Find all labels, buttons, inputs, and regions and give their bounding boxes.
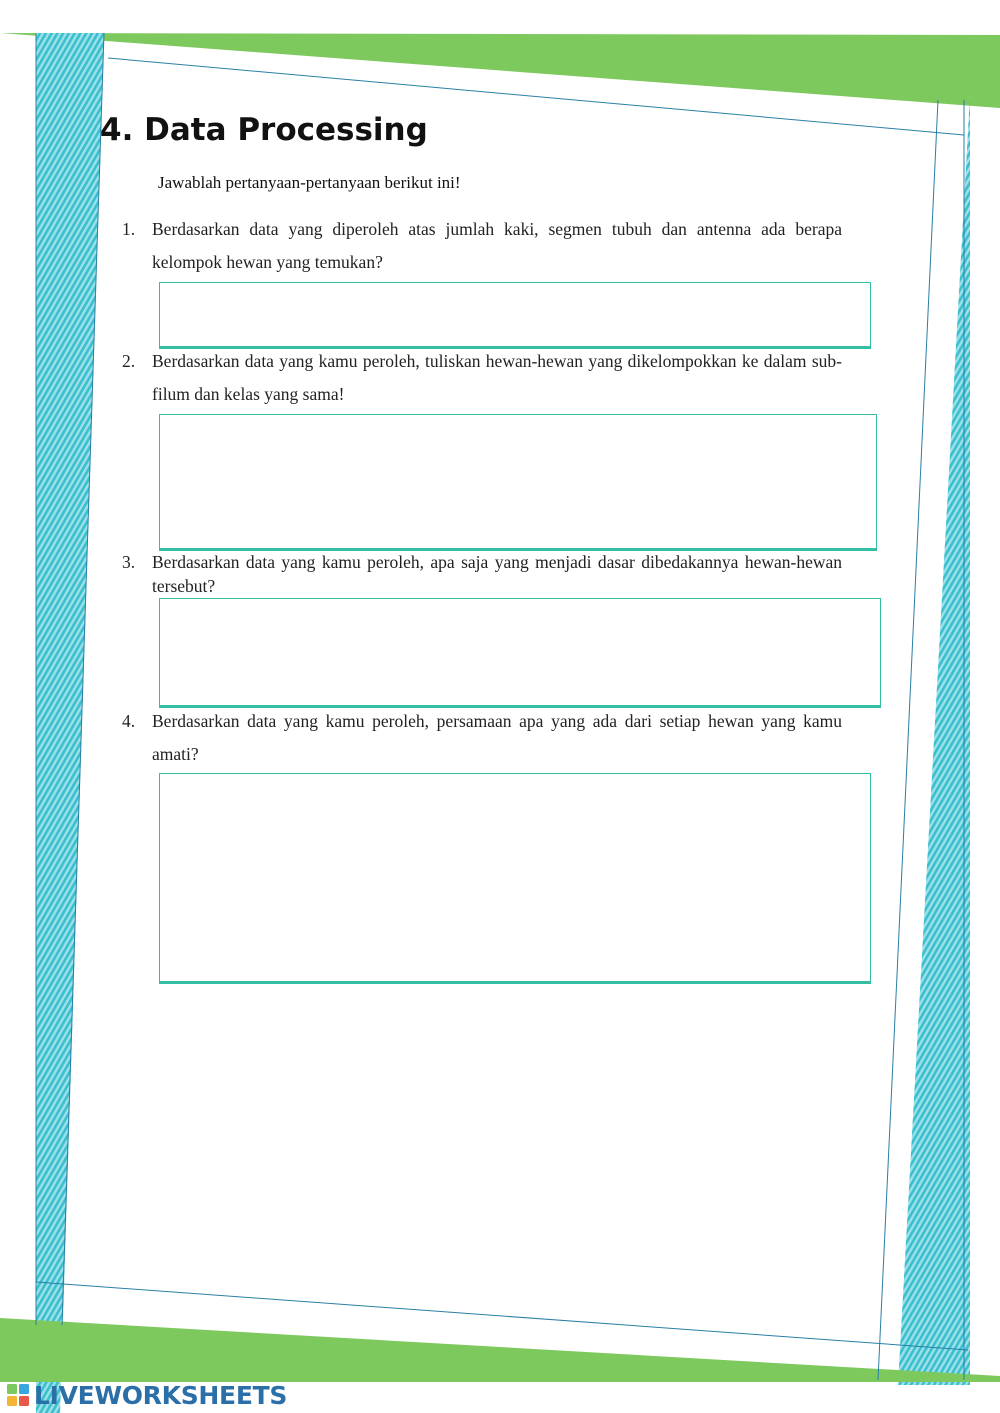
bottom-green-band — [0, 1318, 1000, 1382]
question-number: 1. — [122, 219, 136, 239]
right-stripe-band — [898, 95, 970, 1385]
question-number: 2. — [122, 351, 136, 371]
page-title: 4. Data Processing — [100, 112, 428, 148]
question-number: 4. — [122, 711, 136, 731]
question-text: Berdasarkan data yang kamu peroleh, apa saja yang menjadi dasar dibedakannya hewan-hewan tersebut? — [152, 552, 842, 596]
liveworksheets-logo-icon — [6, 1383, 30, 1407]
answer-box-1[interactable] — [159, 282, 871, 349]
brand-name: LIVEWORKSHEETS — [34, 1380, 288, 1410]
question-number: 3. — [122, 552, 136, 572]
left-stripe-band — [36, 33, 104, 1413]
instruction-text: Jawablah pertanyaan-pertanyaan berikut ini! — [158, 173, 461, 192]
answer-box-2[interactable] — [159, 414, 877, 551]
answer-box-4[interactable] — [159, 773, 871, 984]
top-green-band — [0, 33, 1000, 108]
question-text: Berdasarkan data yang diperoleh atas jumlah kaki, segmen tubuh dan antenna ada berapa kelompok hewan yang temukan? — [152, 219, 842, 272]
question-text: Berdasarkan data yang kamu peroleh, persamaan apa yang ada dari setiap hewan yang kamu amati? — [152, 711, 842, 764]
answer-box-3[interactable] — [159, 598, 881, 708]
brand-logo[interactable] — [6, 1380, 287, 1410]
question-text: Berdasarkan data yang kamu peroleh, tuliskan hewan-hewan yang dikelompokkan ke dalam sub-filum dan kelas yang sama! — [152, 351, 842, 404]
